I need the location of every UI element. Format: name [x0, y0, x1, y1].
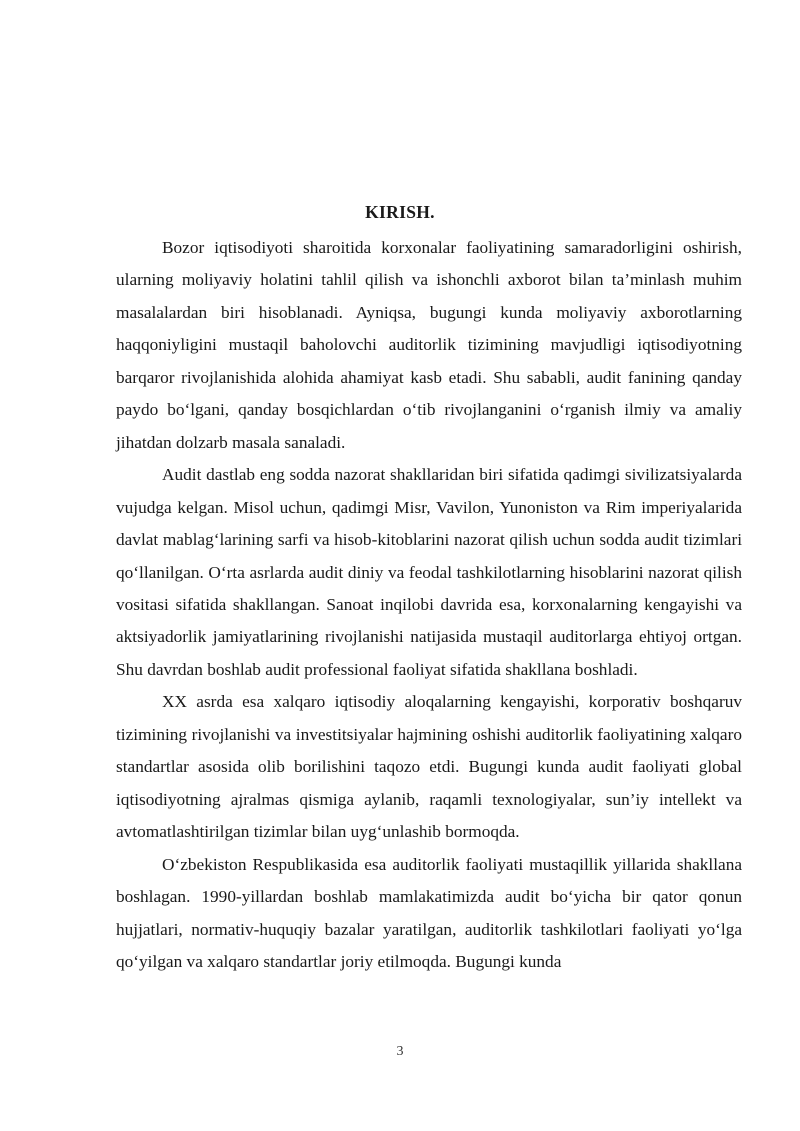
paragraph: Audit dastlab eng sodda nazorat shakllaridan biri sifatida qadimgi sivilizatsiyalarda vujudga kelgan. Misol uchun, qadimgi Misr, Vavilon, Yunoniston va Rim imperiyalarida davlat mablag‘larining sarfi va hisob-kitoblarini nazorat qilish uchun sodda audit tizimlari qo‘llanilgan. O‘rta asrlarda audit diniy va feodal tashkilotlarning hisoblarini nazorat qilish vositasi sifatida shakllangan. Sanoat inqilobi davrida esa, korxonalarning kengayishi va aktsiyadorlik jamiyatlarining rivojlanishi natijasida mustaqil auditorlarga ehtiyoj ortgan. Shu davrdan boshlab audit professional faoliyat sifatida shakllana boshladi.: [116, 465, 742, 679]
page-number: 3: [396, 1044, 404, 1059]
body-text: [116, 232, 742, 978]
paragraph: XX asrda esa xalqaro iqtisodiy aloqalarning kengayishi, korporativ boshqaruv tizimining rivojlanishi va investitsiyalar hajmining oshishi auditorlik faoliyatining xalqaro standartlar asosida olib borilishini taqozo etdi. Bugungi kunda audit faoliyati global iqtisodiyotning ajralmas qismiga aylanib, raqamli texnologiyalar, sun’iy intellekt va avtomatlashtirilgan tizimlar bilan uyg‘unlashib bormoqda.: [116, 692, 742, 842]
paragraph: O‘zbekiston Respublikasida esa auditorlik faoliyati mustaqillik yillarida shakllana boshlagan. 1990-yillardan boshlab mamlakatimizda audit bo‘yicha bir qator qonun hujjatlari, normativ-huquqiy bazalar yaratilgan, auditorlik tashkilotlari faoliyati yo‘lga qo‘yilgan va xalqaro standartlar joriy etilmoqda. Bugungi kunda: [116, 854, 742, 971]
paragraph: Bozor iqtisodiyoti sharoitida korxonalar faoliyatining samaradorligini oshirish, ularning moliyaviy holatini tahlil qilish va ishonchli axborot bilan ta’minlash muhim masalalardan biri hisoblanadi. Ayniqsa, bugungi kunda moliyaviy axborotlarning haqqoniyligini mustaqil baholovchi auditorlik tizimining mavjudligi iqtisodiyotning barqaror rivojlanishida alohida ahamiyat kasb etadi. Shu sababli, audit fanining qanday paydo bo‘lgani, qanday bosqichlardan o‘tib rivojlanganini o‘rganish ilmiy va amaliy jihatdan dolzarb masala sanaladi.: [116, 238, 742, 452]
section-heading: KIRISH.: [365, 202, 435, 222]
